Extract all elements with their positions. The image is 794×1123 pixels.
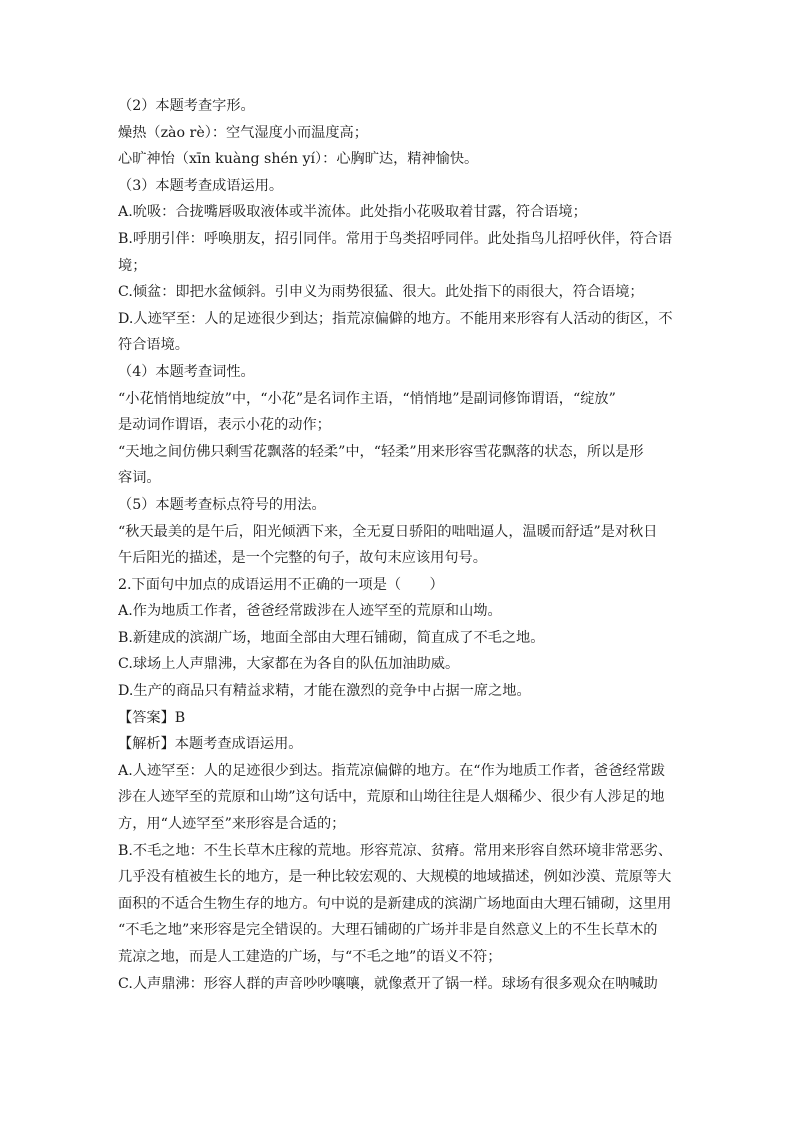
text-line: 符合语境。	[118, 337, 189, 354]
text-line: “天地之间仿佛只剩雪花飘落的轻柔”中，“轻柔”用来形容雪花飘落的状态，所以是形	[118, 443, 644, 460]
text-line: （4）本题考查词性。	[118, 363, 255, 380]
text-line: C.倾盆：即把水盆倾斜。引申义为雨势很猛、很大。此处指下的雨很大，符合语境；	[118, 284, 644, 301]
text-line: 午后阳光的描述，是一个完整的句子，故句末应该用句号。	[118, 550, 487, 567]
text-line: A.吮吸：合拢嘴唇吸取液体或半流体。此处指小花吸取着甘露，符合语境；	[118, 204, 587, 221]
analysis-heading: 【解析】本题考查成语运用。	[118, 736, 303, 753]
text-line: A.人迹罕至：人的足迹很少到达。指荒凉偏僻的地方。在“作为地质工作者，爸爸经常跋	[118, 762, 665, 779]
text-line: B.不毛之地：不生长草木庄稼的荒地。形容荒凉、贫瘠。常用来形容自然环境非常恶劣、	[118, 842, 673, 859]
text-line: 荒凉之地，而是人工建造的广场，与“不毛之地”的语义不符；	[118, 949, 502, 965]
document-body	[118, 93, 674, 997]
option-c: C.球场上人声鼎沸，大家都在为各自的队伍加油助威。	[118, 656, 460, 673]
text-line: 几乎没有植被生长的地方，是一种比较宏观的、大规模的地域描述，例如沙漠、荒原等大	[118, 869, 672, 886]
text-line: B.呼朋引伴：呼唤朋友，招引同伴。常用于鸟类招呼同伴。此处指鸟儿招呼伙伴，符合语	[118, 230, 673, 247]
question-stem: 2.下面句中加点的成语运用不正确的一项是（ ）	[118, 576, 444, 593]
text-line: 面积的不适合生物生存的地方。句中说的是新建成的滨湖广场地面由大理石铺砌，这里用	[118, 895, 672, 912]
text-line: 涉在人迹罕至的荒原和山坳”这句话中，荒原和山坳往往是人烟稀少、很少有人涉足的地	[118, 789, 665, 806]
option-b: B.新建成的滨湖广场，地面全部由大理石铺砌，简直成了不毛之地。	[118, 629, 545, 646]
text-line: 境；	[118, 257, 147, 274]
text-line: 心旷神怡（xīn kuàng shén yí）：心胸旷达，精神愉快。	[118, 151, 479, 168]
text-line: “不毛之地”来形容是完全错误的。大理石铺砌的广场并非是自然意义上的不生长草木的	[118, 922, 658, 939]
answer-line: 【答案】B	[118, 709, 186, 726]
text-line: 是动词作谓语，表示小花的动作；	[118, 417, 331, 434]
option-d: D.生产的商品只有精益求精，才能在激烈的竞争中占据一席之地。	[118, 683, 531, 700]
text-line: （5）本题考查标点符号的用法。	[118, 496, 326, 513]
text-line: 方，用“人迹罕至”来形容是合适的；	[118, 816, 346, 833]
text-line: （3）本题考查成语运用。	[118, 177, 284, 194]
text-line: “小花悄悄地绽放”中，“小花”是名词作主语，“悄悄地”是副词修饰谓语，“绽放”	[118, 390, 616, 407]
text-line: D.人迹罕至：人的足迹很少到达；指荒凉偏僻的地方。不能用来形容有人活动的街区，不	[118, 310, 673, 327]
text-line: C.人声鼎沸：形容人群的声音吵吵嚷嚷，就像煮开了锅一样。球场有很多观众在呐喊助	[118, 975, 658, 992]
text-line: （2）本题考查字形。	[118, 98, 255, 114]
option-a: A.作为地质工作者，爸爸经常跋涉在人迹罕至的荒原和山坳。	[118, 603, 502, 620]
text-line: “秋天最美的是午后，阳光倾洒下来，全无夏日骄阳的咄咄逼人，温暖而舒适”是对秋日	[118, 523, 658, 540]
text-line: 燥热（zào rè）：空气湿度小而温度高；	[118, 124, 368, 141]
text-line: 容词。	[118, 470, 161, 487]
